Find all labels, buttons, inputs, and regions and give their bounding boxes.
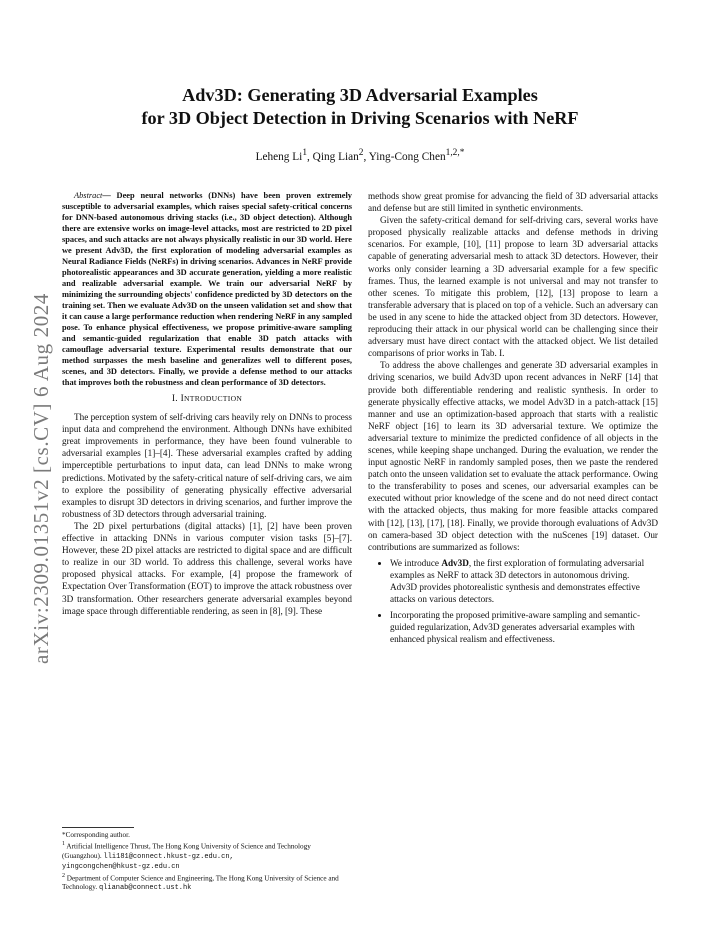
title-line-1: Adv3D: Generating 3D Adversarial Examples [182, 85, 538, 105]
intro-paragraph-5: To address the above challenges and generate 3D adversarial examples in driving scenarios, we build Adv3D upon recent advances in NeRF [14] that provide both differentiable rendering and realistic synthesis. In order to generate physically effective attacks, we model Adv3D in a patch-attack [15] manner and use an optimization-based approach that starts with a realistic NeRF object [16] to learn its 3D adversarial texture. We optimize the adversarial texture to minimize the predicted confidence of all objects in the scenes, while keeping shape unchanged. During the evaluation, we render the input agnostic NeRF in randomly sampled poses, then we paste the rendered patch onto the unseen validation set to evaluate the attack performance. Owing to the transferability to poses and scenes, our adversarial examples can be executed without prior knowledge of the scene and do not need direct contact with the attacked objects, thus making for more feasible attacks compared with [12], [13], [17], [18]. Finally, we provide thorough evaluations of Adv3D on camera-based 3D object detection with the nuScenes [19] dataset. Our contributions are summarized as follows: [368, 360, 658, 552]
intro-paragraph-2: The 2D pixel perturbations (digital attacks) [1], [2] have been proven effective in attacking DNNs in various computer vision tasks [5]–[7]. However, these 2D pixel attacks are restricted to digital space and are difficult to realize in our 3D world. To address this challenge, several works have proposed physical attacks. For example, [4] propose the framework of Expectation Over Transformation (EOT) to improve the attack robustness over 3D transformation. Other researchers generate adversarial examples beyond image space through differentiable rendering, as seen in [8], [9]. These [62, 520, 352, 616]
footnote-corresponding: *Corresponding author. [62, 831, 130, 839]
author-1: Leheng Li [255, 150, 303, 163]
author-2-affil: 2 [358, 148, 364, 158]
intro-paragraph-1: The perception system of self-driving cars heavily rely on DNNs to process input data and comprehend the environment. Although DNNs have exhibited great improvements in performance, they have been found vulnerable to adversarial examples [1]–[4]. These adversarial examples crafted by adding imperceptible perturbations to input data, can lead DNNs to make wrong predictions. Motivated by the safety-critical nature of self-driving cars, we aim to explore the possibility of generating physically effective adversarial examples to disrupt 3D detectors in driving scenarios, and further improve the robustness of 3D detectors through adversarial training. [62, 412, 352, 519]
email-link-2[interactable]: yingcongchen@hkust-gz.edu.cn [62, 862, 180, 871]
paper-title [70, 84, 650, 130]
right-column [368, 190, 658, 649]
abstract [62, 190, 352, 388]
author-list: Leheng Li$^1$, Qing Lian$^2$, Ying-Cong Chen$^{1,2,*}$ [255, 148, 465, 163]
intro-paragraph-3: methods show great promise for advancing the field of 3D adversarial attacks and defense but are still limited in synthetic environments. [368, 191, 658, 214]
footnote-affiliation-1: $^1$ Artificial Intelligence Thrust, The Hong Kong University of Science and Technology (Guangzhou). lli181@connect.hkust-gz.edu.cn, yingcongchen@hkust-gz.edu.cn [62, 841, 311, 871]
contribution-item-1: • We introduce Adv3D, the first exploration of formulating adversarial examples as NeRF to attack 3D detectors in autonomous driving. Adv3D provides photorealistic synthesis and demonstrates effective attacks on various detectors. [390, 557, 658, 605]
author-2: Qing Lian [312, 150, 359, 163]
arxiv-id-text: arXiv:2309.01351v2 [cs.CV] 6 Aug 2024 [29, 292, 53, 664]
left-column [62, 190, 352, 617]
abstract-body: — Deep neural networks (DNNs) have been proven extremely susceptible to adversarial examples, which raises special safety-critical concerns for DNN-based autonomous driving stacks (i.e., 3D object detection). Although there are extensive works on image-level attacks, most are restricted to 2D pixel spaces, and such attacks are not always physically realistic in our 3D world. Here we present Adv3D, the first exploration of modeling adversarial examples as Neural Radiance Fields (NeRFs) in driving scenarios. Advances in NeRF provide photorealistic appearances and 3D accurate generation, yielding a more realistic and realizable adversarial example. We train our adversarial NeRF by minimizing the surrounding objects' confidence predicted by 3D detectors on the training set. Then we evaluate Adv3D on the unseen validation set and show that it can cause a large performance reduction when rendering NeRF in any sampled pose. To enhance physical effectiveness, we propose primitive-aware sampling and semantic-guided regularization that enable 3D patch attacks with camouflage adversarial texture. Experimental results demonstrate that our method surpasses the mesh baseline and generalizes well to different poses, scenes, and 3D detectors. Finally, we provide a defense method to our attacks that improves both the robustness and clean performance of 3D detectors. [62, 191, 352, 387]
abstract-label: Abstract [74, 191, 103, 200]
author-1-affil: 1 [302, 148, 308, 158]
section-heading-introduction: I. INTRODUCTION [171, 394, 243, 404]
contribution-item-2: • Incorporating the proposed primitive-aware sampling and semantic-guided regularization, Adv3D generates adversarial examples with enhanced physical realism and effectiveness. [390, 609, 658, 645]
email-link-1[interactable]: lli181@connect.hkust-gz.edu.cn, [103, 852, 234, 861]
author-3-affil: 1,2,* [445, 148, 465, 158]
email-link-3[interactable]: qlianab@connect.ust.hk [98, 884, 192, 893]
arxiv-identifier [8, 248, 68, 668]
footnote-affiliation-2: $^2$ Department of Computer Science and Engineering, The Hong Kong University of Science and Technology. qlianab@connect.ust.hk [62, 872, 339, 893]
footnote-rule [62, 827, 134, 828]
intro-paragraph-4: Given the safety-critical demand for self-driving cars, several works have proposed physically realizable attacks and defense methods in driving scenarios. For example, [10], [11] propose to learn 3D adversarial attacks capable of generating adversarial mesh to attack 3D detectors. However, their works only consider learning a 3D adversarial example for a few specific frames. Thus, the learned example is not universal and may not transfer to other scenes. To mitigate this problem, [12], [13] propose to learn a transferable adversary that is placed on top of a vehicle. Such an adversary can be used in any scene to hide the attacked object from 3D detectors. However, reproducing their attack in our physical world can be challenging since their adversary must have direct contact with the attacked object. We list detailed comparisons of prior works in Tab. I. [368, 215, 658, 359]
footnotes [62, 827, 352, 893]
contribution-list [368, 557, 658, 646]
title-line-2: for 3D Object Detection in Driving Scenarios with NeRF [141, 108, 579, 128]
author-3: Ying-Cong Chen [368, 150, 446, 163]
